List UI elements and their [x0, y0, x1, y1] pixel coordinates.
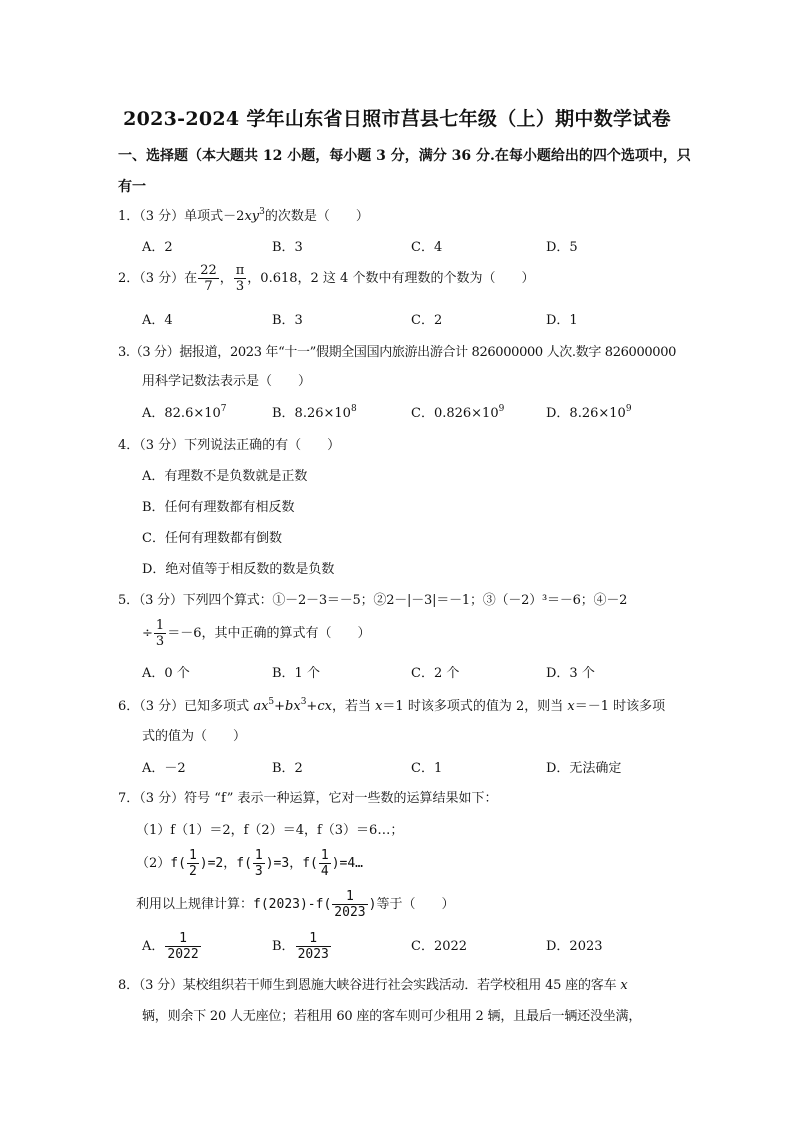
q4-option-b: B．任何有理数都有相反数	[142, 500, 295, 515]
q3-option-d: D．$8.26\times 10^9$	[546, 404, 632, 421]
q7-rule-2: （2）f( $\frac{1}{2}$ )=2，f( $\frac{1}{3}$ )=3，f( $\frac{1}{4}$ )=4…	[136, 848, 364, 879]
question-4: 4．（3 分）下列说法正确的有（ ）	[118, 438, 341, 453]
q3-option-b: B．$8.26\times 10^8$	[272, 404, 357, 421]
q2-option-d: D．1	[546, 313, 578, 328]
section-heading: 一、选择题（本大题共 12 小题，每小题 3 分，满分 36 分.在每小题给出的四个选项中，只	[118, 148, 691, 164]
q4-option-d: D．绝对值等于相反数的数是负数	[142, 562, 335, 577]
q4-option-c: C．任何有理数都有倒数	[142, 531, 282, 546]
question-5-cont: ÷ $\frac{1}{3}$ ＝－6，其中正确的算式有（ ）	[142, 618, 371, 649]
q7-option-b: B． $\frac{1}{2023}$	[272, 931, 329, 962]
q7-option-a: A． $\frac{1}{2022}$	[142, 931, 199, 962]
q1-option-d: D．5	[546, 240, 578, 255]
page-title: 2023-2024 学年山东省日照市莒县七年级（上）期中数学试卷	[123, 108, 671, 130]
q7-option-d: D．2023	[546, 939, 603, 954]
q5-option-d: D．3 个	[546, 666, 595, 681]
q2-option-a: A．4	[142, 313, 173, 328]
question-6: 6．（3 分）已知多项式 $ax^5+bx^3+cx$，若当 x＝1 时该多项式的值为 2，则当 x＝－1 时该多项	[118, 697, 666, 714]
q1-option-a: A．2	[142, 240, 173, 255]
question-2: 2．（3 分）在 $\frac{22}{7}$ ， $\frac{\pi}{3}$ ，0.618，2 这 4 个数中有理数的个数为（ ）	[118, 263, 535, 294]
section-heading-cont: 有一	[118, 179, 146, 195]
q1-option-c: C．4	[411, 240, 443, 255]
q3-option-c: C．$0.826\times 10^9$	[411, 404, 505, 421]
q1-option-b: B．3	[272, 240, 303, 255]
q6-option-c: C．1	[411, 761, 443, 776]
question-3-cont: 用科学记数法表示是（ ）	[142, 374, 312, 389]
q6-option-b: B．2	[272, 761, 303, 776]
q6-option-a: A．－2	[142, 761, 186, 776]
q3-option-a: A．$82.6\times 10^7$	[142, 404, 227, 421]
q7-calc: 利用以上规律计算：f(2023)-f( $\frac{1}{2023}$ )等于（ ）	[136, 889, 455, 920]
question-5: 5．（3 分）下列四个算式：①－2－3＝－5；②2－|－3|＝－1；③（－2）³＝－6；④－2	[118, 593, 628, 608]
q5-option-c: C．2 个	[411, 666, 460, 681]
question-6-cont: 式的值为（ ）	[142, 729, 247, 744]
q2-option-c: C．2	[411, 313, 443, 328]
q4-option-a: A．有理数不是负数就是正数	[142, 469, 308, 484]
question-8-cont: 辆，则余下 20 人无座位；若租用 60 座的客车则可少租用 2 辆，且最后一辆还没坐满，	[142, 1009, 642, 1024]
question-7: 7．（3 分）符号 “f” 表示一种运算，它对一些数的运算结果如下：	[118, 791, 498, 806]
q6-option-d: D．无法确定	[546, 761, 622, 776]
question-1: 1．（3 分）单项式$-2xy^3$的次数是（ ）	[118, 207, 369, 224]
q2-option-b: B．3	[272, 313, 303, 328]
question-8: 8．（3 分）某校组织若干师生到恩施大峡谷进行社会实践活动．若学校租用 45 座的客车 x	[118, 978, 628, 993]
q7-option-c: C．2022	[411, 939, 468, 954]
question-3: 3.（3 分）据报道，2023 年“十一”假期全国国内旅游出游合计 826000000 人次.数字 826000000	[118, 345, 677, 360]
q5-option-a: A．0 个	[142, 666, 190, 681]
q5-option-b: B．1 个	[272, 666, 320, 681]
q7-rule-1: （1）f（1）＝2，f（2）＝4，f（3）＝6…；	[136, 823, 404, 838]
